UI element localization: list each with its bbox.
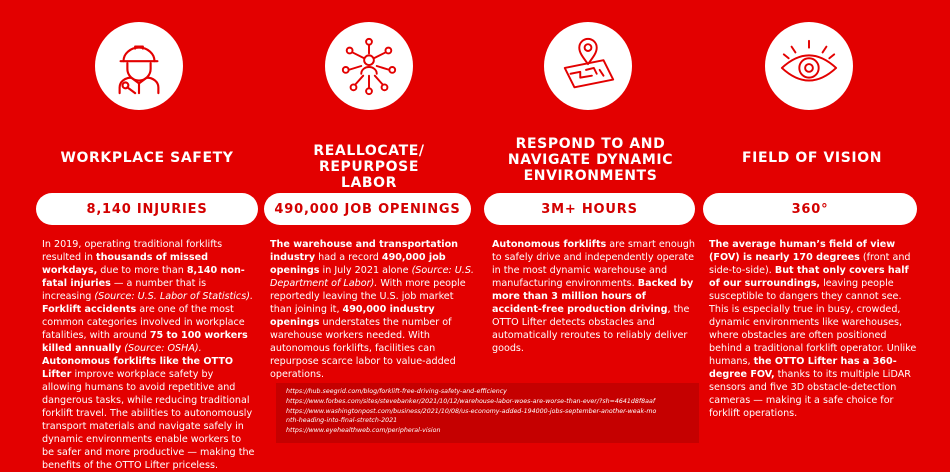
source-link[interactable]: https://www.washingtonpost.com/business/2021/10/08/us-economy-added-194000-jobs-september-another-weak-mo <box>286 407 657 415</box>
heading-dynamic-environments <box>484 136 697 184</box>
column-field-of-vision <box>703 0 921 468</box>
stat-degrees-pill: 360° <box>703 193 917 225</box>
body-reallocate-labor <box>270 238 474 381</box>
source-link[interactable]: https://hub.seegrid.com/blog/forklift-free-driving-safety-and-efficiency <box>286 388 507 395</box>
worker-icon <box>95 22 183 110</box>
heading-field-of-vision: FIELD OF VISION <box>741 150 883 166</box>
map-pin-route-icon <box>544 22 632 110</box>
stat-job-openings-pill: 490,000 JOB OPENINGS <box>264 193 471 225</box>
source-link-continuation[interactable]: nth-heading-into-final-stretch-2021 <box>286 417 398 425</box>
reallocate-labor-text: The warehouse and transportation industry had a record 490,000 job openings in July 2021 alone (Source: U.S. Department of Labor). With more people reportedly leaving the U.S. job market than joining it, 490,000 industry openings understates the number of warehouse workers needed. With autonomous forklifts, facilities can repurpose scarce labor to value-added operations. <box>270 239 474 380</box>
field-of-vision-text: The average human’s field of view (FOV) is nearly 170 degrees (front and side-to-side). But that only covers half of our surroundings, leaving people susceptible to dangers they cannot see. This is especially true in busy, crowded, dynamic environments like warehouses, where obstacles are often positioned behind a traditional forklift operator. Unlike humans, the OTTO Lifter has a 360-degree FOV, thanks to its multiple LiDAR sensors and five 3D obstacle-detection cameras — making it a safe choice for forklift operations. <box>709 239 917 419</box>
body-dynamic-environments <box>492 238 697 355</box>
network-people-icon <box>325 22 413 110</box>
heading-workplace-safety: WORKPLACE SAFETY <box>60 150 234 166</box>
source-link[interactable]: https://www.eyehealthweb.com/peripheral-vision <box>286 427 441 435</box>
heading-line-1: REALLOCATE/ REPURPOSE LABOR <box>313 143 425 191</box>
stat-hours-pill: 3M+ HOURS <box>484 193 695 225</box>
heading-text: RESPOND TO AND NAVIGATE DYNAMIC ENVIRONMENTS <box>507 136 674 184</box>
stat-injuries-pill: 8,140 INJURIES <box>36 193 258 225</box>
dynamic-environments-text: Autonomous forklifts are smart enough to safely drive and independently operate in the most dynamic warehouse and manufacturing environments. Backed by more than 3 million hours of accident-free production driving, the OTTO Lifter detects obstacles and automatically reroutes to reliably deliver goods. <box>492 239 695 354</box>
column-workplace-safety <box>36 0 258 471</box>
heading-reallocate-labor <box>264 143 474 191</box>
body-field-of-vision <box>709 238 917 420</box>
sources-box <box>276 383 699 443</box>
eye-icon <box>765 22 853 110</box>
source-link[interactable]: https://www.forbes.com/sites/stevebanker/2021/10/12/warehouse-labor-woes-are-worse-than-ever/?sh=4641d8f8aaf <box>286 397 656 405</box>
body-workplace-safety <box>42 238 256 472</box>
workplace-safety-text: In 2019, operating traditional forklifts resulted in thousands of missed workdays, due to more than 8,140 non-fatal injuries — a number that is increasing (Source: U.S. Labor of Statistics). Forklift accidents are one of the most common categories involved in workplace fatalities, with around 75 to 100 workers killed annually (Source: OSHA). Autonomous forklifts like the OTTO Lifter improve workplace safety by allowing humans to avoid repetitive and dangerous tasks, while reducing traditional forklift travel. The abilities to autonomously transport materials and navigate safely in dynamic environments enable workers to be safer and more productive — making the benefits of the OTTO Lifter priceless. <box>42 239 255 471</box>
